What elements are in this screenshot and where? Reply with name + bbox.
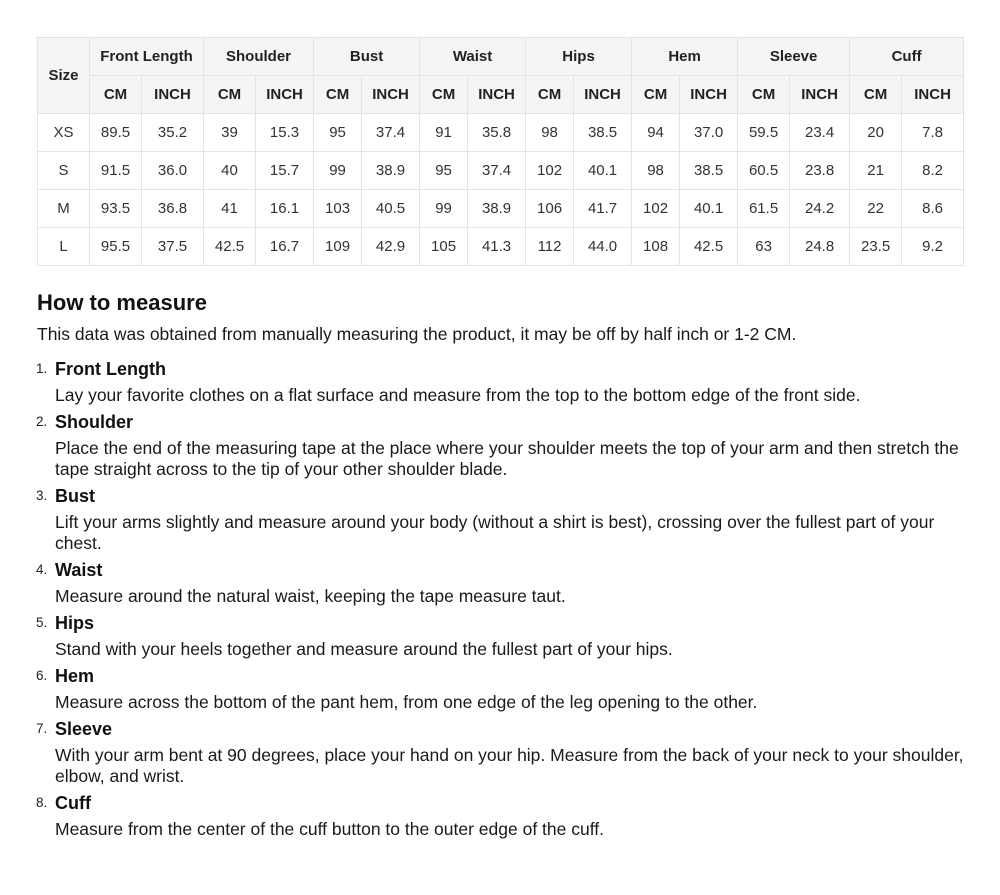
step-description: Lift your arms slightly and measure around your body (without a shirt is best), crossing over the fullest part of your chest. xyxy=(55,512,935,553)
unit-header: INCH xyxy=(902,76,964,114)
measure-cell: 24.8 xyxy=(790,228,850,266)
measure-cell: 41.7 xyxy=(574,190,632,228)
step-description: Measure from the center of the cuff button to the outer edge of the cuff. xyxy=(55,819,605,839)
measure-cell: 37.4 xyxy=(362,114,420,152)
step-number: 7. xyxy=(36,721,48,736)
measure-cell: 40.5 xyxy=(362,190,420,228)
measure-cell: 36.8 xyxy=(142,190,204,228)
how-to-measure-title: How to measure xyxy=(37,290,207,315)
unit-header: CM xyxy=(90,76,142,114)
size-table xyxy=(37,37,964,266)
unit-header: CM xyxy=(850,76,902,114)
table-row xyxy=(38,190,964,228)
measure-cell: 103 xyxy=(314,190,362,228)
measure-cell: 91 xyxy=(420,114,468,152)
measure-step xyxy=(37,790,977,840)
step-description: Measure across the bottom of the pant hem, from one edge of the leg opening to the other. xyxy=(55,692,758,712)
measure-cell: 40.1 xyxy=(574,152,632,190)
measure-cell: 93.5 xyxy=(90,190,142,228)
unit-header: INCH xyxy=(574,76,632,114)
size-cell: S xyxy=(38,152,90,190)
measure-cell: 41.3 xyxy=(468,228,526,266)
measure-cell: 98 xyxy=(526,114,574,152)
measure-step xyxy=(37,409,977,480)
table-header xyxy=(38,38,964,114)
step-title: Hips xyxy=(55,613,95,633)
size-column-header: Size xyxy=(38,38,90,114)
header-row-groups xyxy=(38,38,964,76)
measure-cell: 37.0 xyxy=(680,114,738,152)
measure-cell: 7.8 xyxy=(902,114,964,152)
measure-cell: 91.5 xyxy=(90,152,142,190)
measure-cell: 42.5 xyxy=(204,228,256,266)
step-title: Cuff xyxy=(55,793,91,813)
group-header: Bust xyxy=(314,38,420,76)
measure-cell: 42.5 xyxy=(680,228,738,266)
measure-cell: 89.5 xyxy=(90,114,142,152)
measure-cell: 106 xyxy=(526,190,574,228)
measure-cell: 60.5 xyxy=(738,152,790,190)
measure-step xyxy=(37,483,977,554)
measure-cell: 63 xyxy=(738,228,790,266)
unit-header: INCH xyxy=(362,76,420,114)
step-description: Lay your favorite clothes on a flat surface and measure from the top to the bottom edge of the front side. xyxy=(55,385,861,405)
unit-header: INCH xyxy=(790,76,850,114)
measure-steps-list xyxy=(37,356,977,843)
measure-step xyxy=(37,356,977,406)
measure-cell: 23.5 xyxy=(850,228,902,266)
intro-text: This data was obtained from manually measuring the product, it may be off by half inch or 1-2 CM. xyxy=(37,324,797,344)
step-description: With your arm bent at 90 degrees, place your hand on your hip. Measure from the back of your neck to your shoulder, elbow, and wrist. xyxy=(55,745,964,786)
measure-cell: 95.5 xyxy=(90,228,142,266)
measure-cell: 36.0 xyxy=(142,152,204,190)
measure-step xyxy=(37,610,977,660)
table-row xyxy=(38,114,964,152)
unit-header: INCH xyxy=(680,76,738,114)
step-title: Shoulder xyxy=(55,412,134,432)
measure-cell: 38.9 xyxy=(468,190,526,228)
measure-cell: 35.2 xyxy=(142,114,204,152)
size-cell: XS xyxy=(38,114,90,152)
measure-cell: 15.3 xyxy=(256,114,314,152)
unit-header: CM xyxy=(526,76,574,114)
size-chart xyxy=(37,37,963,266)
step-title: Bust xyxy=(55,486,95,506)
step-number: 5. xyxy=(36,615,48,630)
step-description: Stand with your heels together and measure around the fullest part of your hips. xyxy=(55,639,673,659)
table-body xyxy=(38,114,964,266)
step-description: Place the end of the measuring tape at the place where your shoulder meets the top of your arm and then stretch the tape straight across to the tip of your other shoulder blade. xyxy=(55,438,959,479)
measure-cell: 24.2 xyxy=(790,190,850,228)
measure-cell: 94 xyxy=(632,114,680,152)
step-number: 1. xyxy=(36,361,48,376)
measure-cell: 23.8 xyxy=(790,152,850,190)
group-header: Hem xyxy=(632,38,738,76)
measure-step xyxy=(37,663,977,713)
measure-cell: 98 xyxy=(632,152,680,190)
measure-cell: 105 xyxy=(420,228,468,266)
measure-cell: 40.1 xyxy=(680,190,738,228)
group-header: Cuff xyxy=(850,38,964,76)
measure-cell: 99 xyxy=(420,190,468,228)
measure-step xyxy=(37,716,977,787)
step-number: 8. xyxy=(36,795,48,810)
table-row xyxy=(38,228,964,266)
step-description: Measure around the natural waist, keeping the tape measure taut. xyxy=(55,586,566,606)
measure-cell: 99 xyxy=(314,152,362,190)
measure-cell: 95 xyxy=(314,114,362,152)
measure-cell: 8.6 xyxy=(902,190,964,228)
measure-cell: 23.4 xyxy=(790,114,850,152)
measure-cell: 61.5 xyxy=(738,190,790,228)
measure-cell: 112 xyxy=(526,228,574,266)
table-row xyxy=(38,152,964,190)
step-number: 6. xyxy=(36,668,48,683)
step-title: Sleeve xyxy=(55,719,113,739)
header-row-units xyxy=(38,76,964,114)
unit-header: INCH xyxy=(468,76,526,114)
measure-cell: 44.0 xyxy=(574,228,632,266)
unit-header: CM xyxy=(314,76,362,114)
measure-cell: 102 xyxy=(632,190,680,228)
size-cell: L xyxy=(38,228,90,266)
unit-header: CM xyxy=(204,76,256,114)
measure-cell: 102 xyxy=(526,152,574,190)
measure-cell: 109 xyxy=(314,228,362,266)
measure-cell: 15.7 xyxy=(256,152,314,190)
measure-cell: 59.5 xyxy=(738,114,790,152)
step-number: 3. xyxy=(36,488,48,503)
group-header: Sleeve xyxy=(738,38,850,76)
size-cell: M xyxy=(38,190,90,228)
step-title: Waist xyxy=(55,560,103,580)
group-header: Shoulder xyxy=(204,38,314,76)
measure-step xyxy=(37,557,977,607)
measure-cell: 37.4 xyxy=(468,152,526,190)
measure-cell: 8.2 xyxy=(902,152,964,190)
measure-cell: 20 xyxy=(850,114,902,152)
group-header: Hips xyxy=(526,38,632,76)
measure-cell: 9.2 xyxy=(902,228,964,266)
unit-header: INCH xyxy=(142,76,204,114)
measure-cell: 41 xyxy=(204,190,256,228)
step-title: Front Length xyxy=(55,359,166,379)
group-header: Front Length xyxy=(90,38,204,76)
measure-cell: 35.8 xyxy=(468,114,526,152)
measure-cell: 38.5 xyxy=(680,152,738,190)
step-number: 2. xyxy=(36,414,48,429)
unit-header: INCH xyxy=(256,76,314,114)
unit-header: CM xyxy=(738,76,790,114)
step-number: 4. xyxy=(36,562,48,577)
group-header: Waist xyxy=(420,38,526,76)
measure-cell: 16.1 xyxy=(256,190,314,228)
unit-header: CM xyxy=(420,76,468,114)
measure-cell: 38.5 xyxy=(574,114,632,152)
measure-cell: 16.7 xyxy=(256,228,314,266)
measure-cell: 40 xyxy=(204,152,256,190)
measure-cell: 21 xyxy=(850,152,902,190)
measure-cell: 108 xyxy=(632,228,680,266)
measure-cell: 22 xyxy=(850,190,902,228)
step-title: Hem xyxy=(55,666,95,686)
measure-cell: 39 xyxy=(204,114,256,152)
measure-cell: 37.5 xyxy=(142,228,204,266)
measure-cell: 38.9 xyxy=(362,152,420,190)
measure-cell: 95 xyxy=(420,152,468,190)
measure-cell: 42.9 xyxy=(362,228,420,266)
unit-header: CM xyxy=(632,76,680,114)
